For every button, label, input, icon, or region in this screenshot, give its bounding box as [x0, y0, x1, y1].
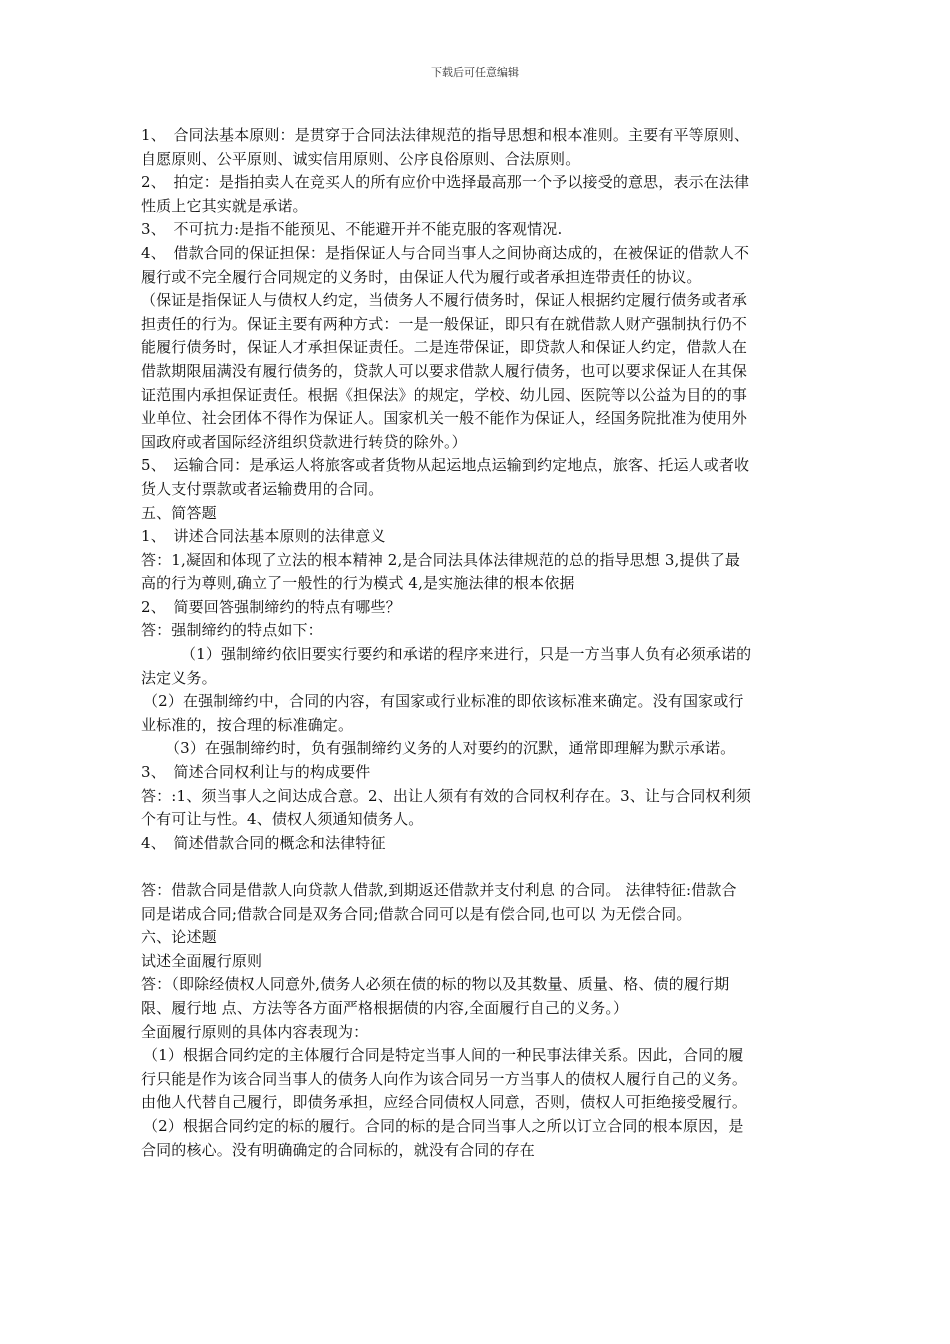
- text-line: 2、 拍定：是指拍卖人在竞买人的所有应价中选择最高那一个予以接受的意思，表示在法律: [141, 173, 750, 192]
- answer-line: 答：1,凝固和体现了立法的根本精神 2,是合同法具体法律规范的总的指导思想 3,提供了最: [141, 550, 741, 569]
- answer-line: 答：强制缔约的特点如下：: [141, 621, 323, 640]
- answer-line: 个有可让与性。4、债权人须通知债务人。: [141, 810, 424, 829]
- question-line: 4、 简述借款合同的概念和法律特征: [141, 833, 386, 852]
- text-line: （保证是指保证人与债权人约定，当债务人不履行债务时，保证人根据约定履行债务或者承: [141, 291, 748, 310]
- answer-line: 答：借款合同是借款人向贷款人借款,到期返还借款并支付利息 的合同。 法律特征:借款合: [141, 881, 737, 899]
- answer-line: （2）在强制缔约中，合同的内容，有国家或行业标准的即依该标准来确定。没有国家或行: [143, 692, 744, 711]
- text-line: 性质上它其实就是承诺。: [141, 196, 308, 215]
- blank-line: [141, 855, 813, 879]
- text-line: 借款期限届满没有履行债务的，贷款人可以要求借款人履行债务，也可以要求保证人在其保: [141, 361, 748, 380]
- text-line: 履行或不完全履行合同规定的义务时，由保证人代为履行或者承担连带责任的协议。: [141, 267, 702, 286]
- answer-line: （2）根据合同约定的标的履行。合同的标的是合同当事人之所以订立合同的根本原因，是: [143, 1116, 744, 1135]
- document-body: [141, 124, 813, 1162]
- text-line: 3、 不可抗力:是指不能预见、不能避开并不能克服的客观情况.: [141, 220, 563, 239]
- text-line: 4、 借款合同的保证担保：是指保证人与合同当事人之间协商达成的，在被保证的借款人不: [141, 243, 750, 262]
- section-heading: 六、论述题: [141, 928, 217, 947]
- text-line: 国政府或者国际经济组织贷款进行转贷的除外。）: [141, 432, 467, 451]
- answer-line: 答：:1、须当事人之间达成合意。2、出让人须有有效的合同权利存在。3、让与合同权利须: [141, 786, 751, 805]
- answer-line: （1）根据合同约定的主体履行合同是特定当事人间的一种民事法律关系。因此，合同的履: [143, 1046, 744, 1065]
- question-line: 试述全面履行原则: [141, 951, 263, 970]
- answer-line: 由他人代替自己履行，即债务承担，应经合同债权人同意，否则，债权人可拒绝接受履行。: [141, 1093, 748, 1112]
- text-line: 5、 运输合同：是承运人将旅客或者货物从起运地点运输到约定地点，旅客、托运人或者收: [141, 456, 750, 475]
- text-line: 自愿原则、公平原则、诚实信用原则、公序良俗原则、合法原则。: [141, 149, 581, 168]
- text-line: 货人支付票款或者运输费用的合同。: [141, 479, 384, 498]
- question-line: 2、 简要回答强制缔约的特点有哪些？: [141, 597, 401, 616]
- answer-line: 法定义务。: [141, 668, 217, 687]
- text-line: 能履行债务时，保证人才承担保证责任。二是连带保证，即贷款人和保证人约定，借款人在: [141, 338, 748, 357]
- answer-line: 高的行为尊则,确立了一般性的行为模式 4,是实施法律的根本依据: [141, 574, 575, 593]
- answer-line: 全面履行原则的具体内容表现为：: [141, 1022, 369, 1041]
- answer-line: 合同的核心。没有明确确定的合同标的，就没有合同的存在: [141, 1140, 535, 1159]
- text-line: 担责任的行为。保证主要有两种方式：一是一般保证，即只有在就借款人财产强制执行仍不: [141, 314, 748, 333]
- answer-line: 答：（即除经债权人同意外,债务人必须在债的标的物以及其数量、质量、格、债的履行期: [141, 975, 730, 994]
- answer-line: （3）在强制缔约时，负有强制缔约义务的人对要约的沉默，通常即理解为默示承诺。: [165, 739, 736, 758]
- question-line: 1、 讲述合同法基本原则的法律意义: [141, 527, 386, 546]
- question-line: 3、 简述合同权利让与的构成要件: [141, 763, 371, 782]
- section-heading: 五、简答题: [141, 503, 217, 522]
- answer-line: 业标准的，按合理的标准确定。: [141, 715, 354, 734]
- answer-line: 行只能是作为该合同当事人的债务人向作为该合同另一方当事人的债权人履行自己的义务。: [141, 1069, 748, 1088]
- text-line: 证范围内承担保证责任。根据《担保法》的规定，学校、幼儿园、医院等以公益为目的的事: [141, 385, 748, 404]
- text-line: 1、 合同法基本原则：是贯穿于合同法法律规范的指导思想和根本准则。主要有平等原则、: [141, 126, 750, 144]
- text-line: 业单位、社会团体不得作为保证人。国家机关一般不能作为保证人，经国务院批准为使用外: [141, 409, 748, 428]
- answer-line: 同是诺成合同;借款合同是双务合同;借款合同可以是有偿合同,也可以 为无偿合同。: [141, 904, 692, 923]
- answer-line: 限、履行地 点、方法等各方面严格根据债的内容,全面履行自己的义务。）: [141, 998, 629, 1017]
- answer-line: （1）强制缔约依旧要实行要约和承诺的程序来进行，只是一方当事人负有必须承诺的: [181, 645, 752, 664]
- page-header: 下载后可任意编辑: [431, 66, 519, 79]
